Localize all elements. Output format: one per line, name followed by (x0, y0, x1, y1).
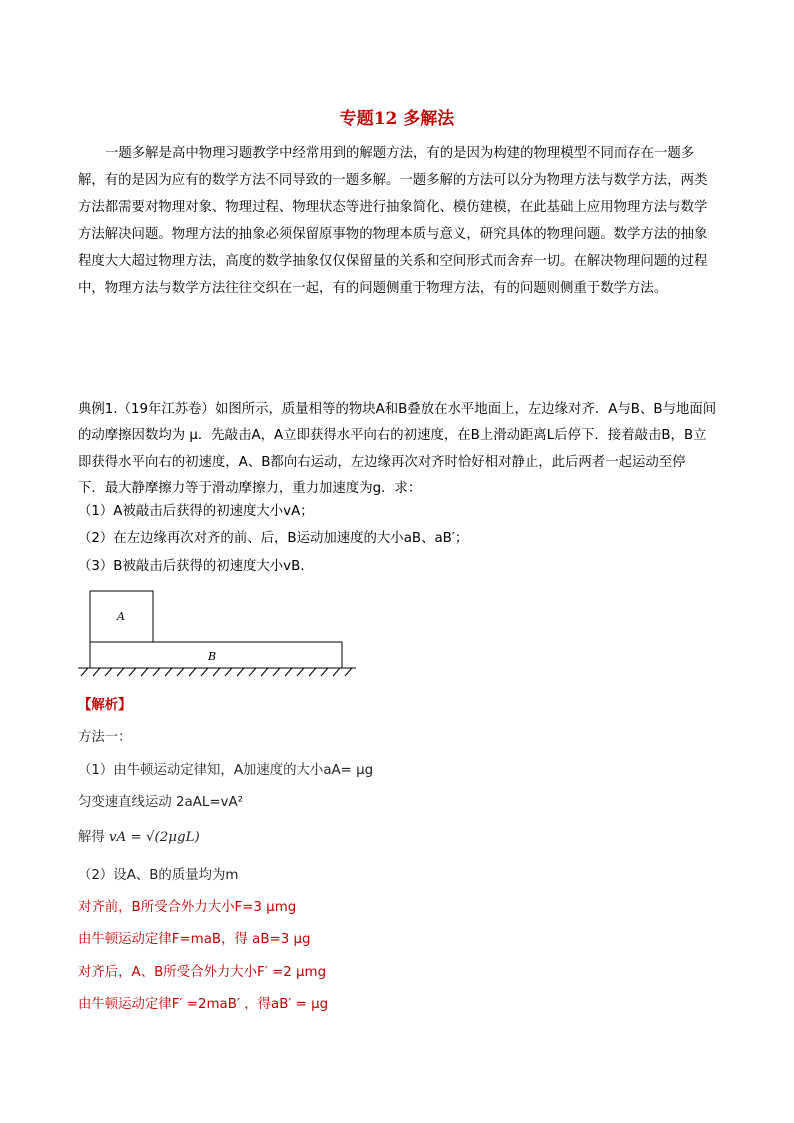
example-line-4: 下．最大静摩擦力等于滑动摩擦力，重力加速度为g．求： (78, 481, 422, 496)
question-2: （2）在左边缘再次对齐的前、后，B运动加速度的大小aB、aB′； (78, 531, 469, 546)
intro-paragraph: 一题多解是高中物理习题教学中经常用到的解题方法，有的是因为构建的物理模型不同而存在一题多解，有的是因为应有的数学方法不同导致的一题多解。一题多解的方法可以分为物理方法与数学方法，两类方法都需要对物理对象、物理过程、物理状态等进行抽象简化、模仿建模，在此基础上应用物理方法与数学方法解决问题。物理方法的抽象必须保留原事物的物理本质与意义，研究具体的物理问题。数学方法的抽象程度大大超过物理方法，高度的数学抽象仅仅保留量的关系和空间形式而舍弃一切。在解决物理问题的过程中，物理方法与数学方法往往交织在一起，有的问题侧重于物理方法，有的问题则侧重于数学方法。 (78, 146, 708, 296)
example-line-2: 的动摩擦因数均为 μ．先敲击A，A立即获得水平向右的初速度，在B上滑动距离L后停下．接着敲击B，B立 (78, 428, 707, 443)
solution-step-8: 由牛顿运动定律F′ =2maB′ ，得aB′ = μg (78, 997, 329, 1012)
method-one-label: 方法一： (78, 730, 132, 745)
question-3: （3）B被敲击后获得的初速度大小vB. (78, 559, 305, 574)
block-diagram-svg (78, 586, 368, 682)
block-diagram (78, 586, 368, 686)
solution-step-1: （1）由牛顿运动定律知，A加速度的大小aA= μg (78, 763, 374, 778)
solution-step-3 (78, 826, 200, 845)
solution-step-4: （2）设A、B的质量均为m (78, 868, 239, 883)
solution-step-6: 由牛顿运动定律F=maB，得 aB=3 μg (78, 932, 311, 947)
example-line-1: 典例1.（19年江苏卷）如图所示，质量相等的物块A和B叠放在水平地面上，左边缘对齐．A与B、B与地面间 (78, 402, 717, 417)
ground-hatching (81, 668, 352, 676)
page-title: 专题12 多解法 (339, 109, 455, 129)
analysis-heading: 【解析】 (78, 698, 132, 713)
block-a-label: A (117, 610, 125, 623)
block-b-label: B (207, 650, 217, 663)
solution-step-3-formula: vA = √(2μgL) (109, 830, 200, 845)
solution-step-3-prefix: 解得 (78, 830, 105, 845)
solution-step-5: 对齐前，B所受合外力大小F=3 μmg (78, 900, 297, 915)
example-line-3: 即获得水平向右的初速度，A、B都向右运动，左边缘再次对齐时恰好相对静止，此后两者一起运动至停 (78, 455, 686, 470)
solution-step-2: 匀变速直线运动 2aAL=vA² (78, 795, 244, 810)
solution-step-7: 对齐后，A、B所受合外力大小F′ =2 μmg (78, 965, 327, 980)
question-1: （1）A被敲击后获得的初速度大小vA； (78, 504, 314, 519)
